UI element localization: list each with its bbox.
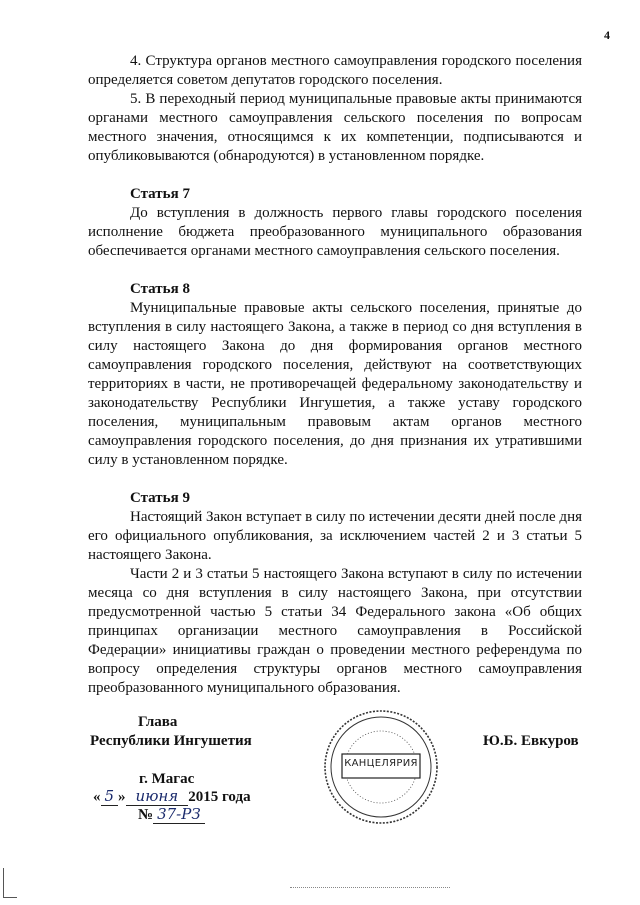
number-prefix: №	[138, 807, 154, 823]
sign-city: г. Магас	[139, 771, 195, 787]
signer-title-line1: Глава	[138, 714, 178, 730]
article9-heading: Статья 9	[130, 490, 190, 506]
article7-heading: Статья 7	[130, 186, 190, 202]
article7-text: До вступления в должность первого главы городского поселения исполнение бюджета преобразованного муниципального образования обеспечивается органами местного самоуправления сельского поселения.	[88, 205, 582, 259]
number-value: 37-РЗ	[153, 805, 205, 824]
document-body	[88, 52, 582, 698]
article8-text: Муниципальные правовые акты сельского поселения, принятые до вступления в силу настоящего Закона, а также в период со дня вступления в силу настоящего Закона до дня формирования органов местного самоуправления городского поселения, действуют на соответствующих территориях в части, не противоречащей федеральному законодательству и законодательству Республики Ингушетия, а также уставу городского поселения, муниципальным правовым актам органов местного самоуправления городского поселения, до дня признания их утратившими силу в установленном порядке.	[88, 300, 582, 468]
page-number: 4	[604, 28, 610, 42]
signer-name: Ю.Б. Евкуров	[483, 733, 579, 749]
paragraph-part4: 4. Структура органов местного самоуправления городского поселения определяется советом депутатов городского поселения.	[88, 53, 582, 88]
sign-number	[138, 805, 205, 825]
date-close-quote: »	[118, 789, 126, 805]
article9-text1: Настоящий Закон вступает в силу по истечении десяти дней после дня его официального опубликования, за исключением частей 2 и 3 статьи 5 настоящего Закона.	[88, 509, 582, 563]
office-stamp	[322, 708, 440, 826]
date-open-quote: «	[93, 789, 101, 805]
date-day: 5	[101, 787, 119, 806]
article8-heading: Статья 8	[130, 281, 190, 297]
article9-text2: Части 2 и 3 статьи 5 настоящего Закона вступают в силу по истечении месяца со дня вступления в силу настоящего Закона, при отсутствии предусмотренной частью 5 статьи 34 Федерального закона «Об общих принципах организации местного самоуправления в Российской Федерации» инициативы граждан о проведении местного референдума по вопросу определения структуры органов местного самоуправления преобразованного муниципального образования.	[88, 566, 582, 696]
date-year: 2015 года	[188, 789, 251, 805]
paragraph-part5: 5. В переходный период муниципальные правовые акты принимаются органами местного самоуправления сельского поселения по вопросам местного значения, относящимся к их компетенции, подписываются и опубликовываются (обнародуются) в установленном порядке.	[88, 91, 582, 164]
date-month: июня	[126, 787, 189, 806]
sign-date	[93, 787, 251, 807]
scan-artifact-line	[290, 887, 450, 889]
margin-mark-vertical	[3, 868, 4, 898]
signer-title-line2: Республики Ингушетия	[90, 733, 252, 749]
margin-mark-horizontal	[3, 897, 17, 898]
stamp-center-text: КАНЦЕЛЯРИЯ	[344, 758, 418, 769]
